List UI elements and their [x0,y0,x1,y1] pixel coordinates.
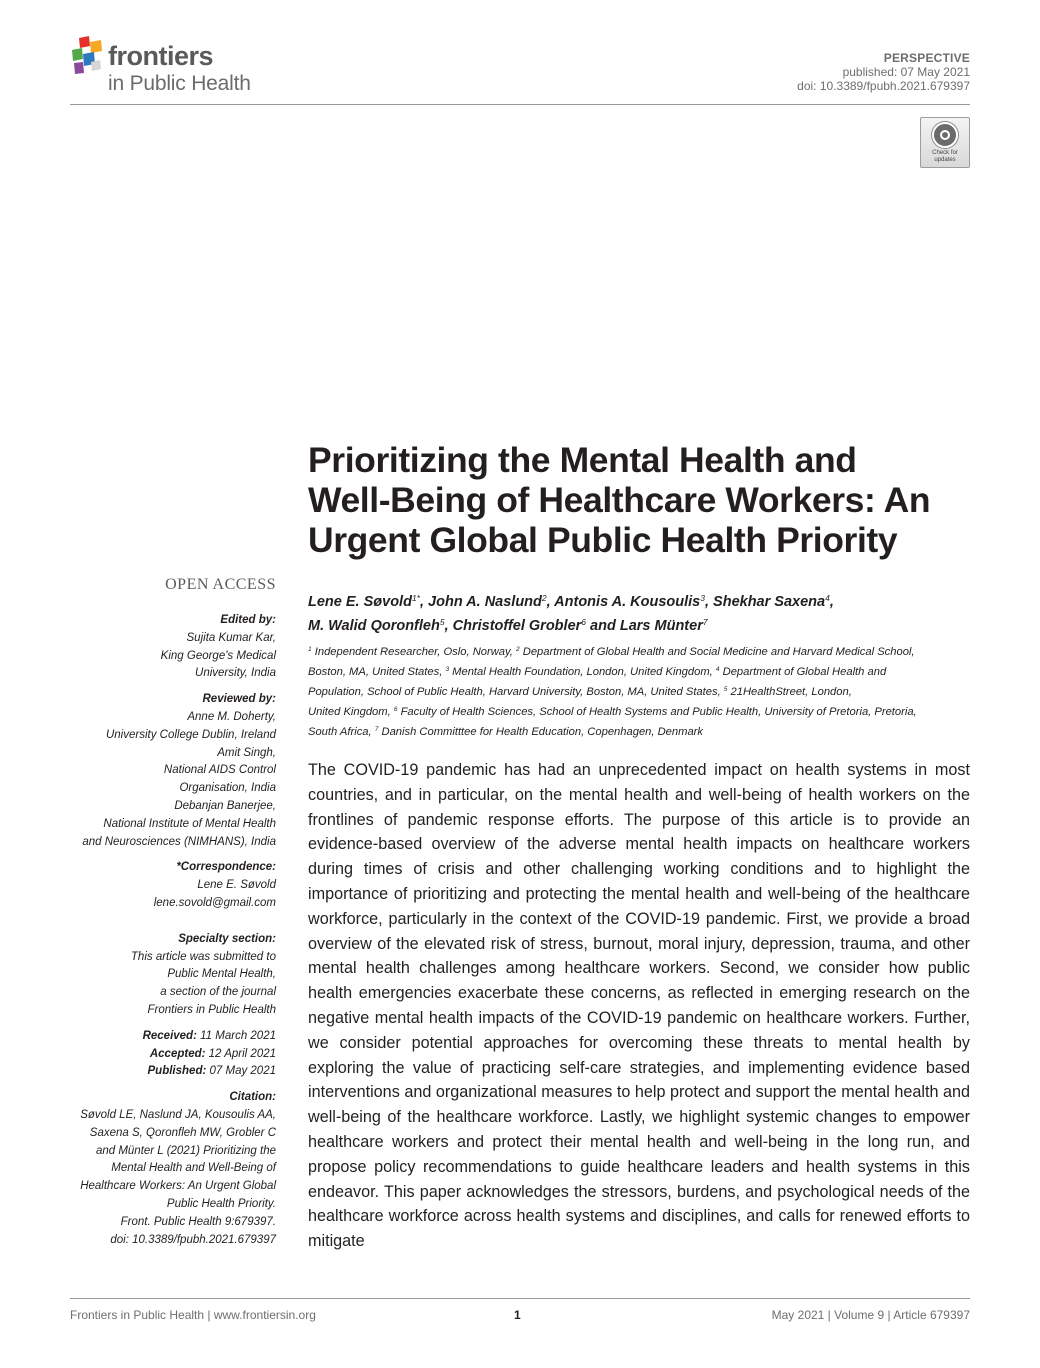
author-separator: , [419,594,429,610]
citation-line: and Münter L (2021) Prioritizing the [95,1144,276,1157]
author-affiliation-mark: 2 [541,593,547,603]
title-line: Prioritizing the Mental Health and [308,440,857,480]
affiliation: Department of Global Health and [722,666,887,678]
article-info-sidebar [60,576,276,1257]
citation-line: Public Health Priority. [166,1197,276,1210]
date-value: 11 March 2021 [200,1029,276,1042]
affiliation-mark: 6 [393,706,398,713]
author-name[interactable]: M. Walid Qoronfleh [308,618,440,634]
author-name[interactable]: Lene E. Søvold [308,594,412,610]
author-separator: , [829,594,834,610]
affiliation-mark: 4 [715,666,720,673]
reviewer-line: and Neurosciences (NIMHANS), India [82,835,276,848]
affiliation-mark: 3 [445,666,450,673]
affiliation: South Africa, [308,726,372,738]
edited-by-section [60,612,276,683]
author-separator: and [586,618,620,634]
editor-line: Sujita Kumar Kar, [186,631,276,644]
check-updates-icon [932,122,958,148]
logo-text-frontiers: frontiers [108,41,214,71]
author-name[interactable]: Shekhar Saxena [713,594,826,610]
title-line: Urgent Global Public Health Priority [308,520,898,560]
abstract-text: The COVID-19 pandemic has had an unprecedented impact on health systems in most countries, and in particular, on the mental health and well-being of health workers on the frontlines of pandemic response efforts. The purpose of this article is to provide an evidence-based overview of the adverse mental health impacts on healthcare workers during times of crisis and other challenging working conditions and to highlight the importance of prioritizing and protecting the mental health and well-being of the healthcare workforce, particularly in the context of the COVID-19 pandemic. First, we provide a broad overview of the elevated risk of stress, burnout, moral injury, depression, trauma, and other mental health challenges among healthcare workers. Second, we consider how public health emergencies exacerbate these concerns, as reflected in emerging research on the negative mental health impacts of the COVID-19 pandemic on healthcare workers. Further, we consider potential approaches for overcoming these threats to mental health by exploring the value of practicing self-care strategies, and implementing evidence based interventions and organizational measures to help protect and support the mental health and well-being of the healthcare workforce. Lastly, we highlight systemic changes to empower healthcare workers and protect their mental health and well-being in the long run, and propose policy recommendations to guide healthcare leaders and health systems in this endeavor. This paper acknowledges the stressors, burdens, and psychological needs of the healthcare workforce across health systems and disciplines, and calls for renewed efforts to mitigate [308,761,970,1251]
date-value: 12 April 2021 [208,1047,276,1060]
frontiers-logo-icon [70,36,104,76]
published-date-sidebar [60,1063,276,1081]
author-affiliation-mark: 4 [825,593,830,603]
specialty-line: This article was submitted to [130,950,276,963]
editor-line: University, India [195,667,276,680]
affiliation: Population, School of Public Health, Harvard University, Boston, MA, United States, [308,686,721,698]
received-date [60,1028,276,1046]
author-separator: , [704,594,714,610]
journal-logo [70,34,290,98]
author-name[interactable]: Christoffel Grobler [452,618,582,634]
open-access-label: OPEN ACCESS [165,576,276,593]
accepted-date [60,1046,276,1064]
author-affiliation-mark: 6 [581,617,587,627]
section-heading: Specialty section: [178,932,276,945]
section-heading: Citation: [229,1091,276,1104]
author-name[interactable]: Antonis A. Kousoulis [554,594,701,610]
citation-line: Saxena S, Qoronfleh MW, Grobler C [89,1126,276,1139]
article-meta [797,51,970,93]
affiliation: Boston, MA, United States, [308,666,443,678]
affiliation-mark: 1 [308,646,312,653]
affiliation-mark: 2 [516,646,520,653]
article-title [308,440,988,560]
affiliation: Danish Committtee for Health Education, Copenhagen, Denmark [381,726,703,738]
article-type: PERSPECTIVE [883,51,970,65]
footer-divider [70,1298,970,1299]
author-name[interactable]: John A. Naslund [428,594,542,610]
specialty-line: a section of the journal [160,986,276,999]
reviewer-line: Anne M. Doherty, [187,710,276,723]
author-affiliation-mark: 7 [702,617,708,627]
author-affiliation-mark: 5 [439,617,445,627]
author-separator: , [546,594,555,610]
reviewer-line: National Institute of Mental Health [103,817,276,830]
title-line: Well-Being of Healthcare Workers: An [308,480,931,520]
check-updates-label: Check for updates [932,150,958,163]
reviewer-line: Organisation, India [179,782,276,795]
specialty-section [60,931,276,1020]
citation-section [60,1089,276,1249]
author-list [308,588,968,636]
citation-line: Søvold LE, Naslund JA, Kousoulis AA, [80,1108,276,1121]
author-separator: , [444,618,453,634]
affiliation: United Kingdom, [308,706,391,718]
affiliation: 21HealthStreet, London, [730,686,852,698]
date-label: Received: [142,1029,197,1042]
published-date: published: 07 May 2021 [842,65,970,79]
check-for-updates-badge[interactable] [920,117,970,168]
affiliations [308,641,972,741]
article-doi[interactable]: doi: 10.3389/fpubh.2021.679397 [797,79,970,93]
affiliation: Mental Health Foundation, London, United Kingdom, [452,666,713,678]
specialty-line: Frontiers in Public Health [147,1003,276,1016]
author-affiliation-mark: 1* [411,593,420,603]
citation-line: Mental Health and Well-Being of [111,1162,276,1175]
correspondence-section [60,859,276,912]
affiliation: Independent Researcher, Oslo, Norway, [314,646,513,658]
correspondence-name: Lene E. Søvold [197,879,276,892]
footer-journal[interactable]: Frontiers in Public Health | www.frontiersin.org [70,1308,316,1322]
section-heading: Reviewed by: [202,693,276,706]
page-number: 1 [514,1308,521,1322]
affiliation-mark: 5 [723,686,728,693]
affiliation: Department of Global Health and Social Medicine and Harvard Medical School, [522,646,915,658]
reviewer-line: Debanjan Banerjee, [174,799,276,812]
reviewed-by-section [60,691,276,851]
dates-section [60,1028,276,1081]
section-heading: Edited by: [220,614,276,626]
header-divider [70,104,970,105]
affiliation: Faculty of Health Sciences, School of Health Systems and Public Health, University of Pretoria, Pretoria, [400,706,917,718]
reviewer-line: Amit Singh, [217,746,276,759]
citation-line: Front. Public Health 9:679397. [120,1215,276,1228]
editor-line: King George's Medical [160,649,276,662]
correspondence-email[interactable]: lene.sovold@gmail.com [153,896,276,909]
date-value: 07 May 2021 [209,1065,276,1078]
footer-issue-info: May 2021 | Volume 9 | Article 679397 [771,1308,970,1322]
citation-doi[interactable]: doi: 10.3389/fpubh.2021.679397 [110,1233,276,1246]
citation-line: Healthcare Workers: An Urgent Global [80,1180,276,1193]
spacer [60,921,276,931]
date-label: Published: [147,1065,207,1078]
section-heading: *Correspondence: [176,861,276,874]
affiliation-mark: 7 [374,726,379,733]
date-label: Accepted: [149,1047,206,1060]
specialty-line: Public Mental Health, [167,968,276,981]
reviewer-line: University College Dublin, Ireland [105,728,276,741]
logo-text-journal: in Public Health [108,72,251,95]
reviewer-line: National AIDS Control [163,764,276,777]
author-affiliation-mark: 3 [700,593,705,603]
author-name[interactable]: Lars Münter [619,618,703,634]
